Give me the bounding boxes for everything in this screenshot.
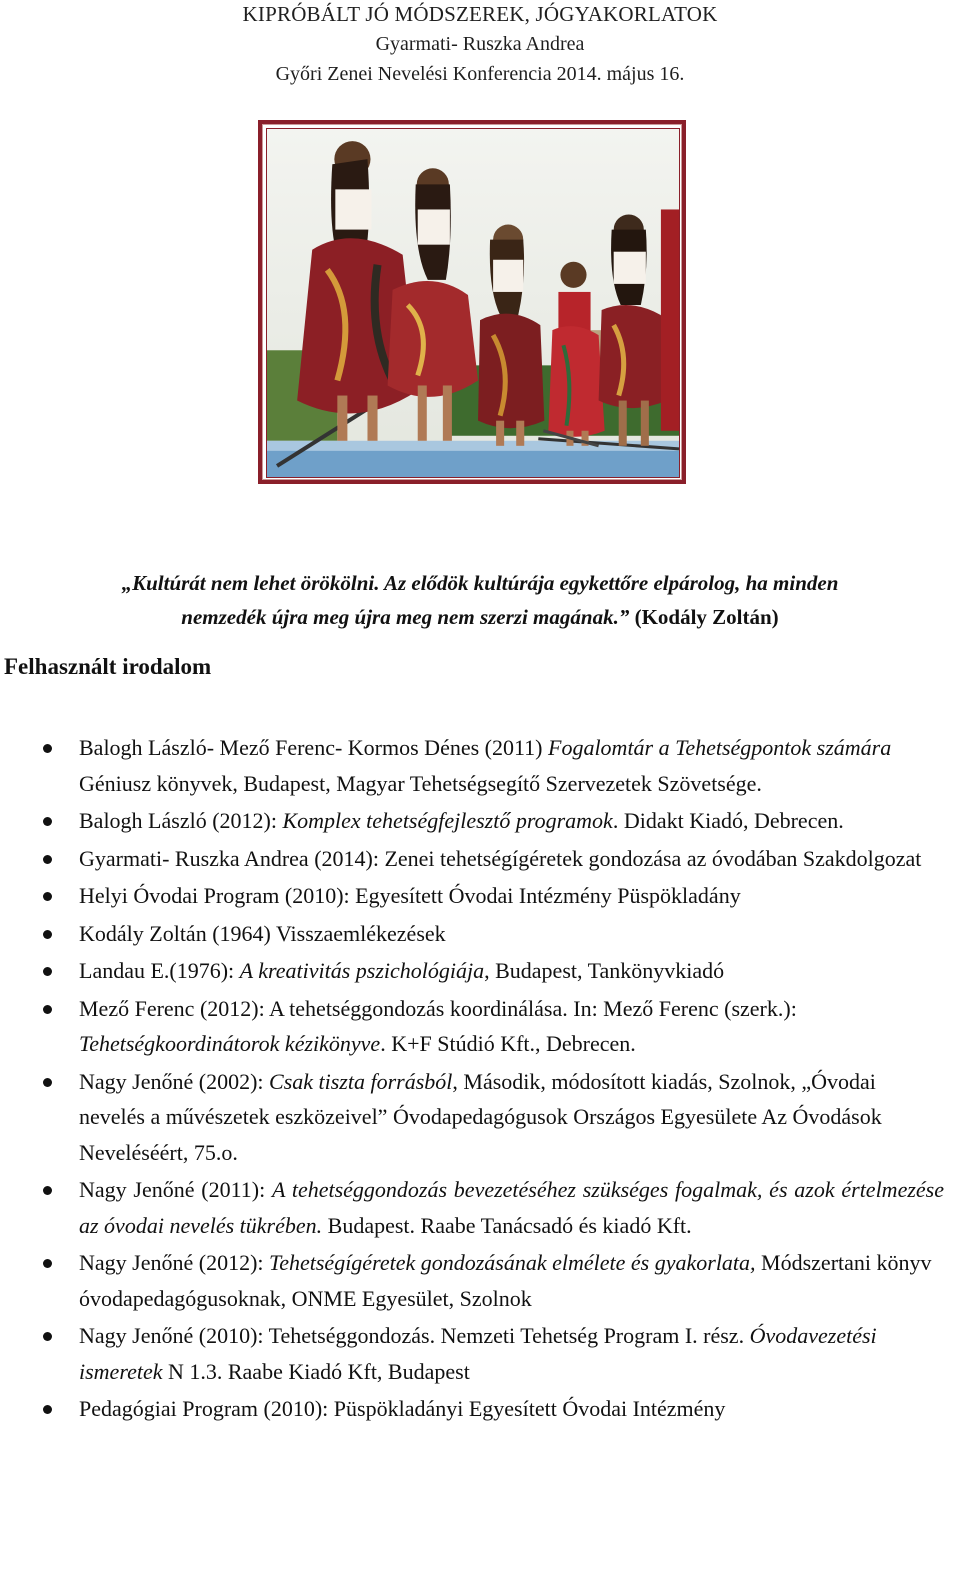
ref-text: Pedagógiai Program (2010): Püspökladányi Egyesített Óvodai Intézmény <box>79 1396 726 1421</box>
bullet-icon <box>43 1186 52 1195</box>
bullet-icon <box>43 892 52 901</box>
quote-text: nemzedék újra meg újra meg nem szerzi magának.” <box>181 605 630 629</box>
bullet-icon <box>43 967 52 976</box>
bullet-icon <box>43 855 52 864</box>
ref-text: . K+F Stúdió Kft., Debrecen. <box>380 1031 636 1056</box>
reference-item <box>0 878 960 914</box>
reference-item <box>0 916 960 952</box>
ref-title: Komplex tehetségfejlesztő programok <box>282 808 613 833</box>
document-event: Győri Zenei Nevelési Konferencia 2014. május 16. <box>275 63 685 85</box>
ref-title: A tehetséggondozás bevezetéséhez szükséges fogalmak, és azok értelmezése az óvodai nevelés tükrében. <box>79 1177 944 1238</box>
bullet-icon <box>43 1405 52 1414</box>
ref-text: Géniusz könyvek, Budapest, Magyar Tehetségsegítő Szervezetek Szövetsége. <box>79 770 762 796</box>
bullet-icon <box>43 1259 52 1268</box>
dancing-children-photo <box>258 120 686 484</box>
ref-title: A kreativitás pszichológiája <box>239 958 485 983</box>
ref-text: Landau E.(1976): <box>79 958 240 983</box>
ref-title: Óvodavezetési ismeretek <box>79 1323 877 1384</box>
ref-text: Helyi Óvodai Program (2010): Egyesített Óvodai Intézmény Püspökladány <box>79 883 741 908</box>
ref-text: Nagy Jenőné (2012): <box>79 1250 270 1275</box>
ref-text: N 1.3. Raabe Kiadó Kft, Budapest <box>162 1358 470 1384</box>
quote-line-1: „Kultúrát nem lehet örökölni. Az elődök kultúrája egykettőre elpárolog, ha minden <box>121 571 839 595</box>
reference-item <box>0 1064 960 1171</box>
ref-text: . Didakt Kiadó, Debrecen. <box>612 808 844 833</box>
bullet-icon <box>43 930 52 939</box>
reference-item <box>0 1318 960 1389</box>
bullet-icon <box>43 744 52 753</box>
reference-item <box>0 991 960 1062</box>
ref-text: Balogh László (2012): <box>79 808 283 833</box>
reference-item <box>0 1172 960 1243</box>
ref-text: Budapest. Raabe Tanácsadó és kiadó Kft. <box>322 1212 692 1238</box>
ref-text: Balogh László- Mező Ferenc- Kormos Dénes (2011) <box>79 735 548 760</box>
quote-author: (Kodály Zoltán) <box>634 605 779 629</box>
reference-item <box>0 803 960 839</box>
reference-item <box>0 1245 960 1316</box>
ref-title: Tehetségígéretek gondozásának elmélete és gyakorlata, <box>269 1250 756 1275</box>
reference-item <box>0 841 960 877</box>
ref-text: Nagy Jenőné (2010): Tehetséggondozás. Nemzeti Tehetség Program I. rész. <box>79 1323 750 1348</box>
ref-title: Fogalomtár a Tehetségpontok számára <box>548 735 892 760</box>
reference-item <box>0 1391 960 1427</box>
bullet-icon <box>43 1332 52 1341</box>
reference-item <box>0 730 960 801</box>
reference-list <box>0 730 960 1429</box>
ref-text: Nagy Jenőné (2002): <box>79 1068 270 1094</box>
ref-text: , Második, módosított kiadás, Szolnok, „Óvodai nevelés a művészetek eszközeivel” Óvodapedagógusok Országos Egyesülete Az Óvodások Neveléséért, 75.o. <box>79 1068 882 1165</box>
reference-item <box>0 953 960 989</box>
photo-illustration <box>267 129 679 477</box>
ref-title: Tehetségkoordinátorok kézikönyve <box>79 1031 381 1056</box>
bullet-icon <box>43 1078 52 1087</box>
ref-text: Nagy Jenőné (2011): <box>79 1177 273 1202</box>
section-title: Felhasznált irodalom <box>4 654 212 679</box>
ref-title: Csak tiszta forrásból <box>269 1068 453 1094</box>
bullet-icon <box>43 1005 52 1014</box>
ref-text: Kodály Zoltán (1964) Visszaemlékezések <box>79 920 446 946</box>
document-author: Gyarmati- Ruszka Andrea <box>375 33 585 55</box>
bullet-icon <box>43 817 52 826</box>
quote-line-2 <box>0 600 960 634</box>
ref-text: Módszertani könyv óvodapedagógusoknak, ONME Egyesület, Szolnok <box>79 1250 932 1311</box>
ref-text: Gyarmati- Ruszka Andrea (2014): Zenei tehetségígéretek gondozása az óvodában Szakdolgozat <box>79 845 922 871</box>
ref-text: Mező Ferenc (2012): A tehetséggondozás koordinálása. In: Mező Ferenc (szerk.): <box>79 995 797 1021</box>
ref-text: , Budapest, Tankönyvkiadó <box>484 958 725 983</box>
document-title: KIPRÓBÁLT JÓ MÓDSZEREK, JÓGYAKORLATOK <box>242 2 718 26</box>
